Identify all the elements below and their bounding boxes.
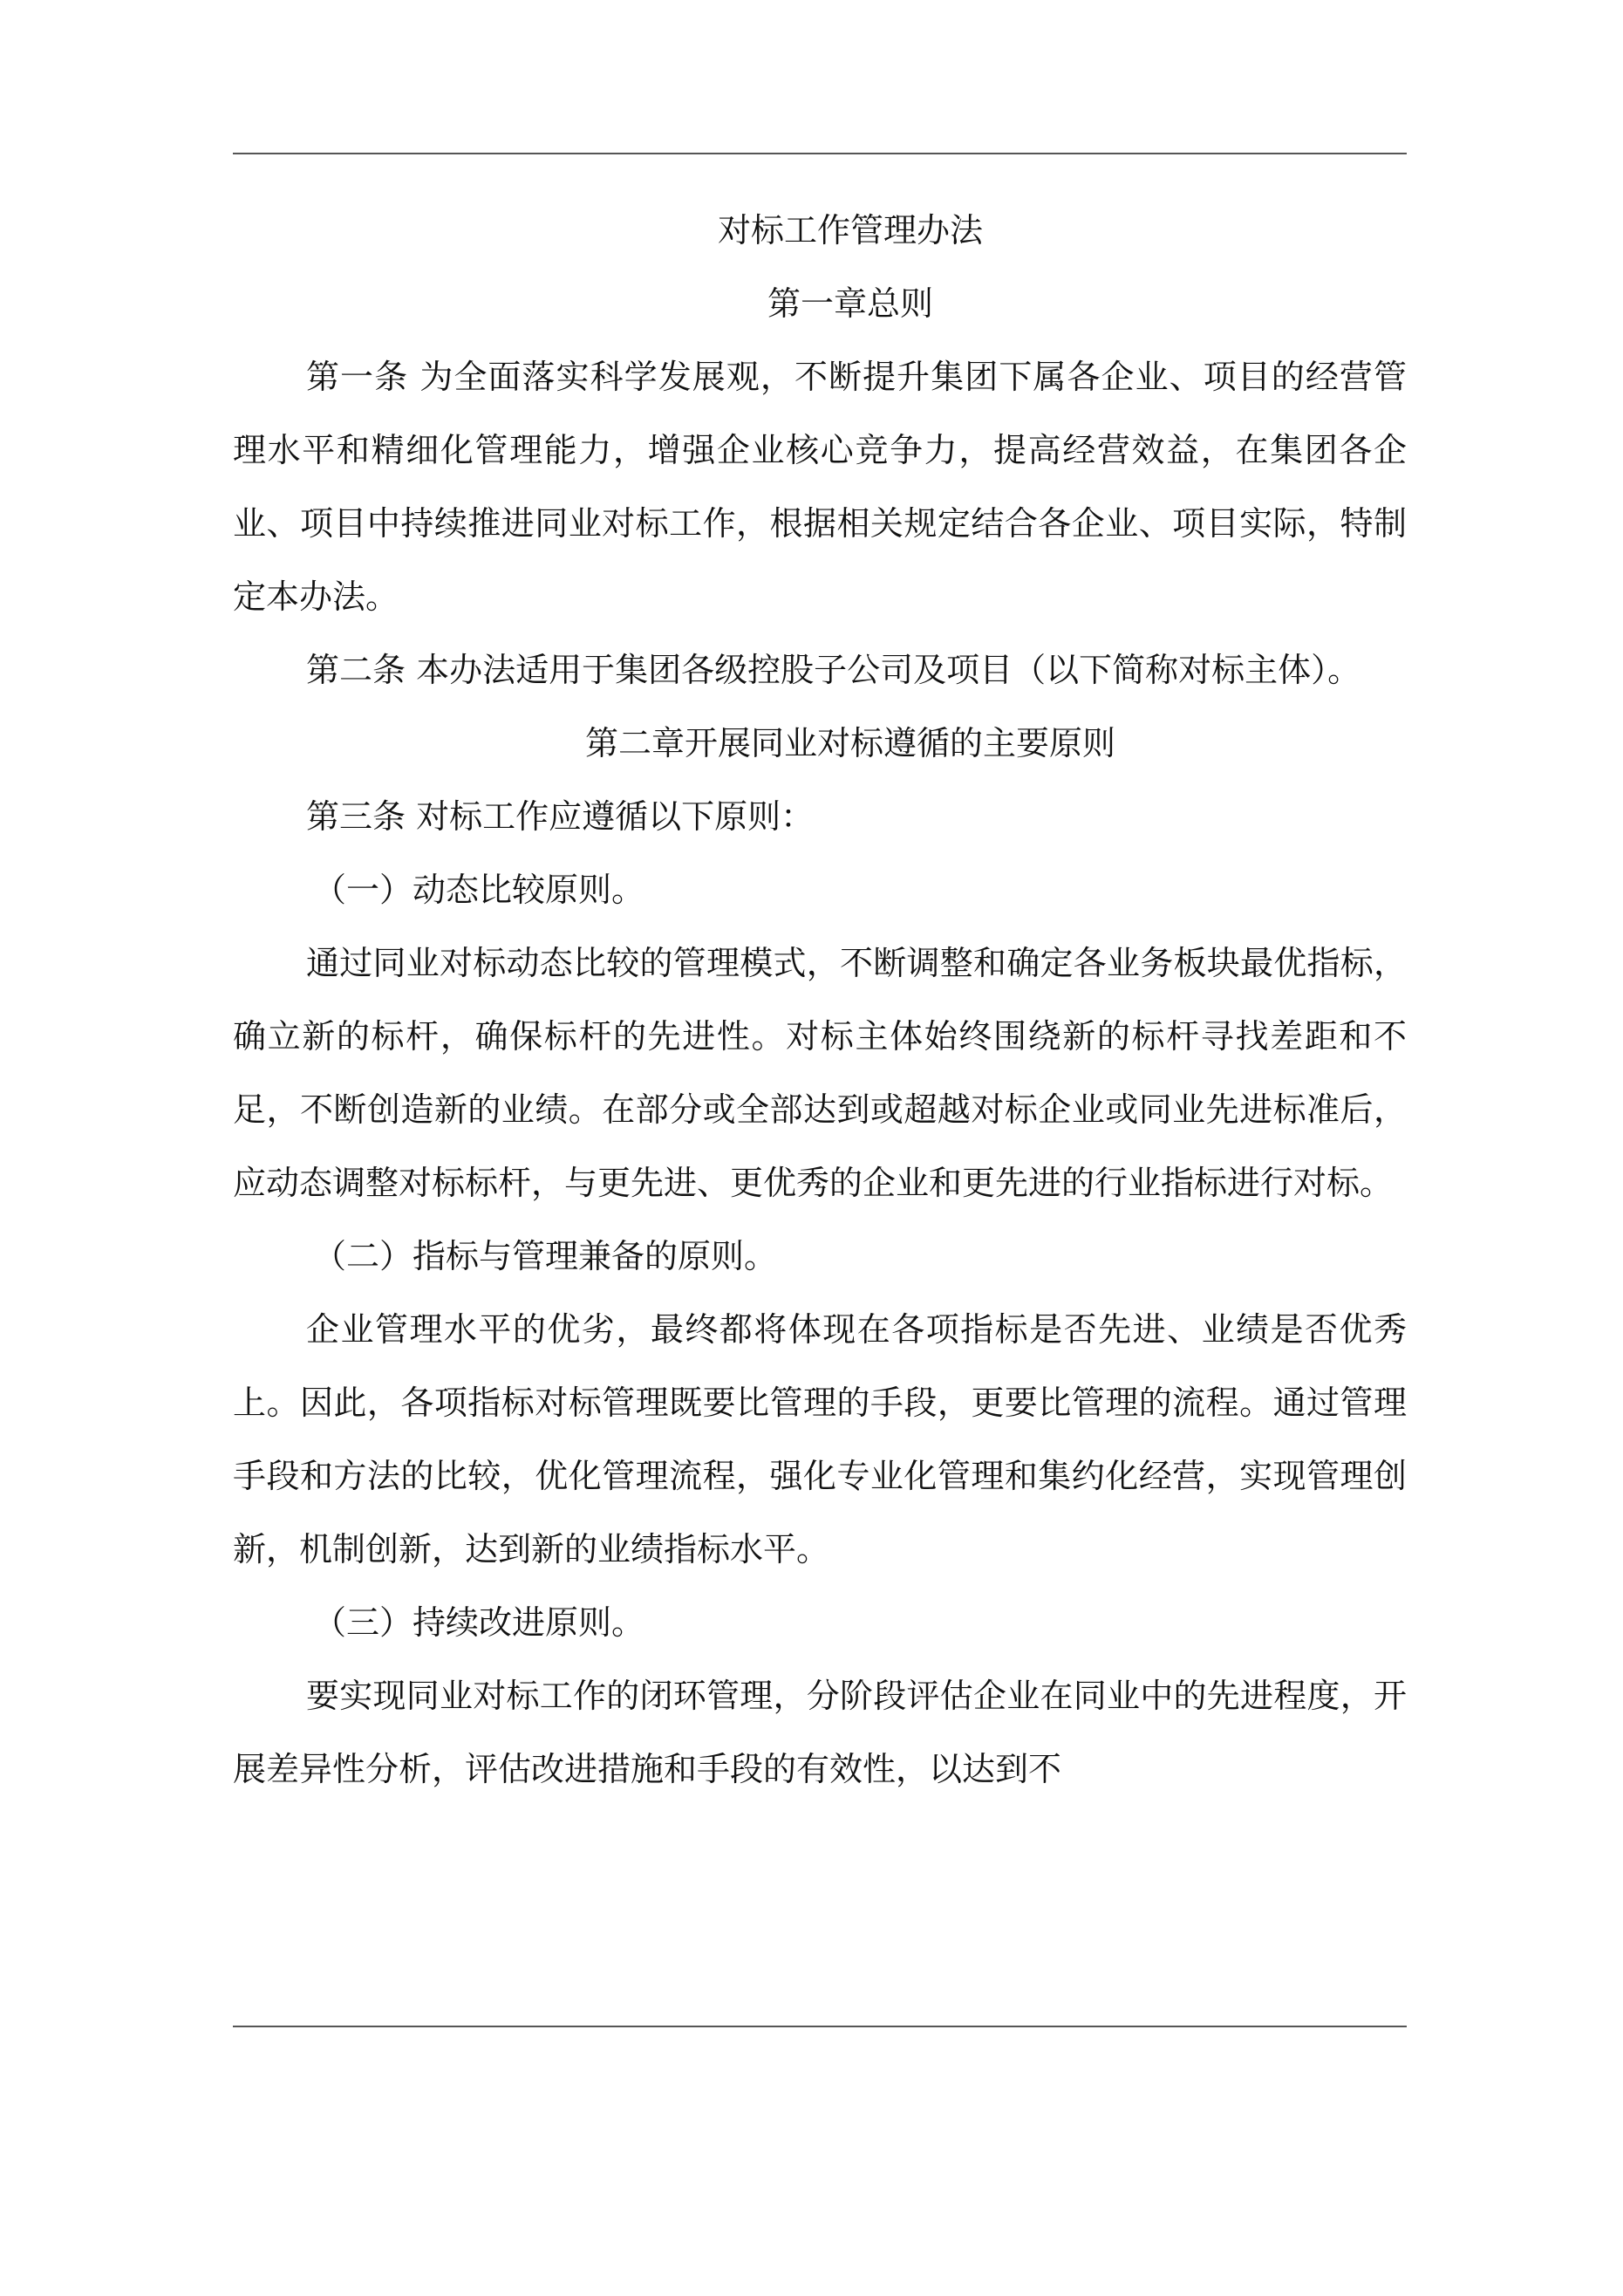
header-rule — [233, 153, 1407, 154]
document-title: 对标工作管理办法 — [717, 211, 983, 249]
principle-2-body: 企业管理水平的优劣，最终都将体现在各项指标是否先进、业绩是否优秀上。因此，各项指标对标管理既要比管理的手段，更要比管理的流程。通过管理手段和方法的比较，优化管理流程，强化专业化管理和集约化经营，实现管理创新，机制创新，达到新的业绩指标水平。 — [233, 1310, 1407, 1568]
principle-2-heading: （二）指标与管理兼备的原则。 — [313, 1237, 778, 1275]
principle-1-heading: （一）动态比较原则。 — [313, 871, 645, 909]
chapter-1-heading: 第一章总则 — [767, 284, 933, 323]
footer-rule — [233, 2026, 1407, 2027]
principle-1-body: 通过同业对标动态比较的管理模式，不断调整和确定各业务板块最优指标，确立新的标杆，确保标杆的先进性。对标主体始终围绕新的标杆寻找差距和不足，不断创造新的业绩。在部分或全部达到或超越对标企业或同业先进标准后，应动态调整对标标杆，与更先进、更优秀的企业和更先进的行业指标进行对标。 — [233, 944, 1407, 1202]
chapter-2-heading: 第二章开展同业对标遵循的主要原则 — [584, 724, 1115, 762]
article-1: 第一条 为全面落实科学发展观，不断提升集团下属各企业、项目的经营管理水平和精细化管理能力，增强企业核心竞争力，提高经营效益，在集团各企业、项目中持续推进同业对标工作，根据相关规定结合各企业、项目实际，特制定本办法。 — [233, 358, 1407, 616]
article-3: 第三条 对标工作应遵循以下原则： — [306, 797, 815, 836]
document-body — [233, 194, 1407, 1806]
principle-3-body: 要实现同业对标工作的闭环管理，分阶段评估企业在同业中的先进程度，开展差异性分析，评估改进措施和手段的有效性，以达到不 — [233, 1677, 1407, 1788]
article-2: 第二条 本办法适用于集团各级控股子公司及项目（以下简称对标主体）。 — [306, 651, 1361, 689]
principle-3-heading: （三）持续改进原则。 — [313, 1603, 645, 1642]
